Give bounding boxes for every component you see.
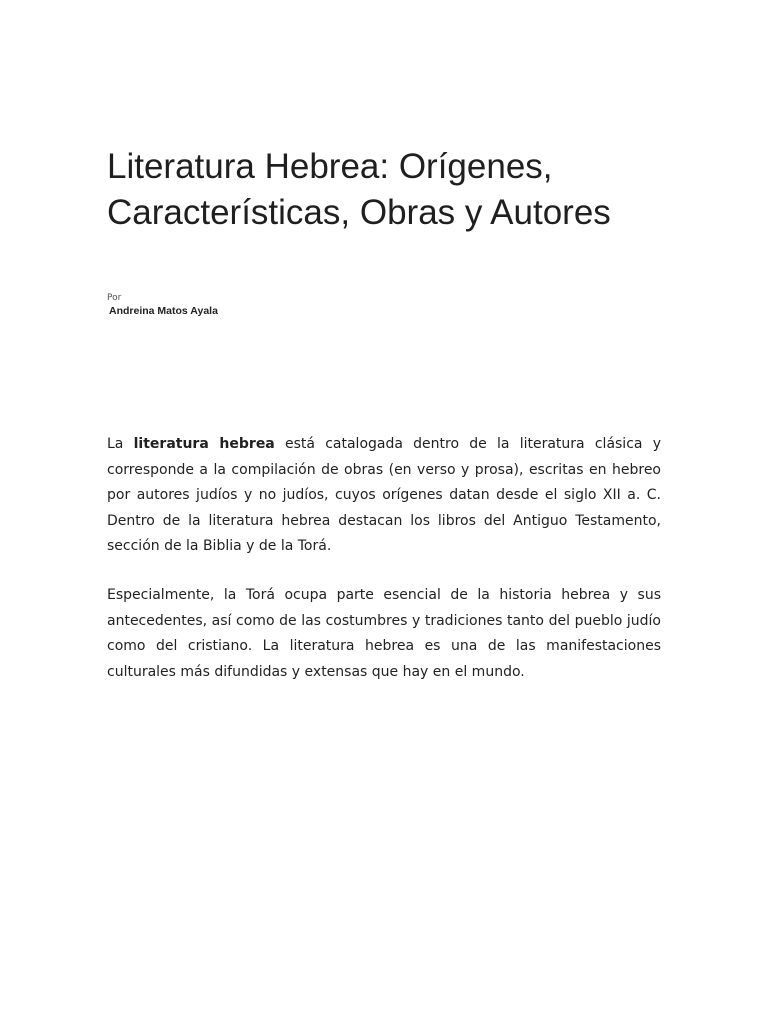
byline-label: Por bbox=[107, 293, 122, 303]
intro-rest: está catalogada dentro de la literatura clásica y corresponde a la compilación de obras (en verso y prosa), escritas en hebreo por autores judíos y no judíos, cuyos orígenes datan desde el siglo XII a. C. Dentro de la literatura hebrea destacan los libros del Antiguo Testamento, sección de la Biblia y de la Torá. bbox=[107, 436, 661, 554]
second-paragraph: Especialmente, la Torá ocupa parte esencial de la historia hebrea y sus antecedentes, así como de las costumbres y tradiciones tanto del pueblo judío como del cristiano. La literatura hebrea es una de las manifestaciones culturales más difundidas y extensas que hay en el mundo. bbox=[107, 587, 661, 680]
intro-paragraph bbox=[107, 432, 661, 560]
intro-bold-term: literatura hebrea bbox=[133, 436, 275, 452]
intro-lead: La bbox=[107, 436, 134, 452]
author-name: Andreina Matos Ayala bbox=[109, 305, 218, 317]
article-title: Literatura Hebrea: Orígenes, Características, Obras y Autores bbox=[107, 147, 611, 232]
